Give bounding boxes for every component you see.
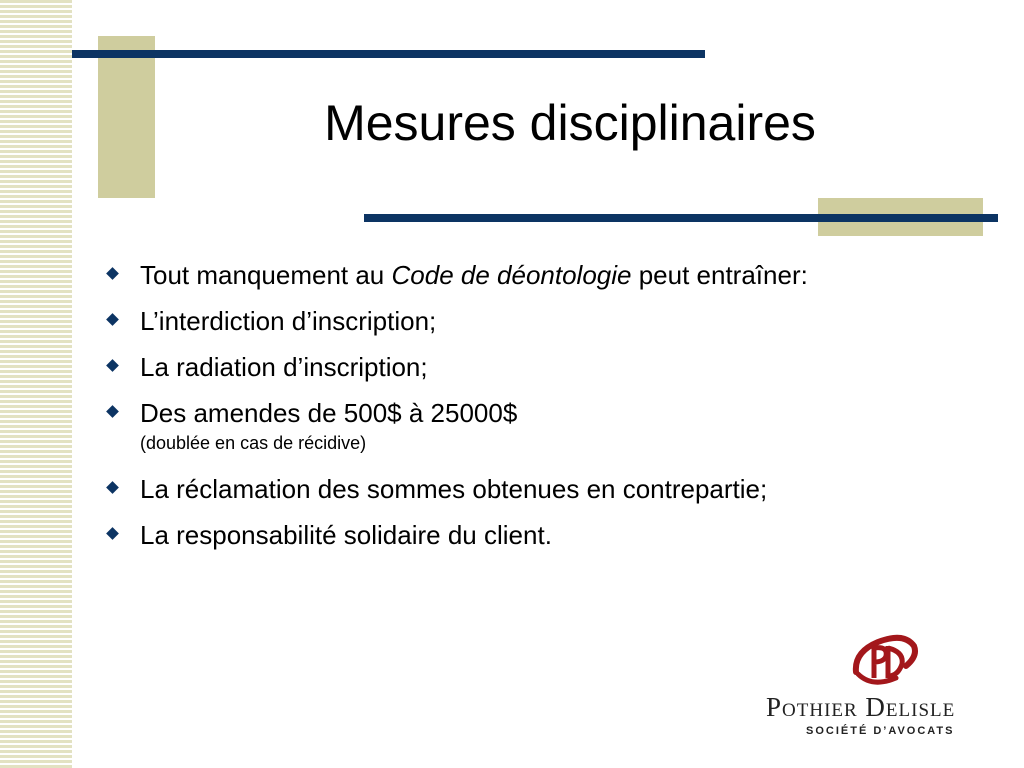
diamond-bullet-icon [106, 313, 119, 326]
bullet-item-4 [104, 394, 984, 432]
bullet-text: Des amendes de 500$ à 25000$ [140, 398, 518, 428]
bullet-item-1 [104, 256, 984, 294]
slide-title: Mesures disciplinaires [324, 95, 816, 151]
bullet-item-3 [104, 348, 984, 386]
accent-block-top [98, 36, 155, 198]
bullet-text: La réclamation des sommes obtenues en contrepartie; [140, 474, 768, 504]
bullet-text: La radiation d’inscription; [140, 352, 428, 382]
bullet-text-end: peut entraîner: [631, 260, 808, 290]
left-stripe-band [0, 0, 72, 768]
bullet-sub-note: (doublée en cas de récidive) [140, 433, 367, 453]
diamond-bullet-icon [106, 267, 119, 280]
bullet-item-2 [104, 302, 984, 340]
bullet-text-italic: Code de déontologie [391, 260, 632, 290]
bullet-item-5 [104, 470, 984, 508]
diamond-bullet-icon [106, 359, 119, 372]
diamond-bullet-icon [106, 481, 119, 494]
logo-firm-name: Pothier Delisle [766, 692, 956, 722]
bullet-list [104, 256, 984, 562]
monogram-letters [874, 646, 902, 678]
bullet-text: L’interdiction d’inscription; [140, 306, 437, 336]
diamond-bullet-icon [106, 405, 119, 418]
bullet-text-start: Tout manquement au [140, 260, 392, 290]
title-rule-bottom [364, 214, 998, 222]
bullet-item-6 [104, 516, 984, 554]
bullet-text: La responsabilité solidaire du client. [140, 520, 552, 550]
title-rule-top [72, 50, 705, 58]
firm-logo [764, 632, 1000, 744]
diamond-bullet-icon [106, 527, 119, 540]
pd-monogram-icon [848, 632, 920, 692]
logo-tagline: SOCIÉTÉ D’AVOCATS [806, 725, 955, 737]
